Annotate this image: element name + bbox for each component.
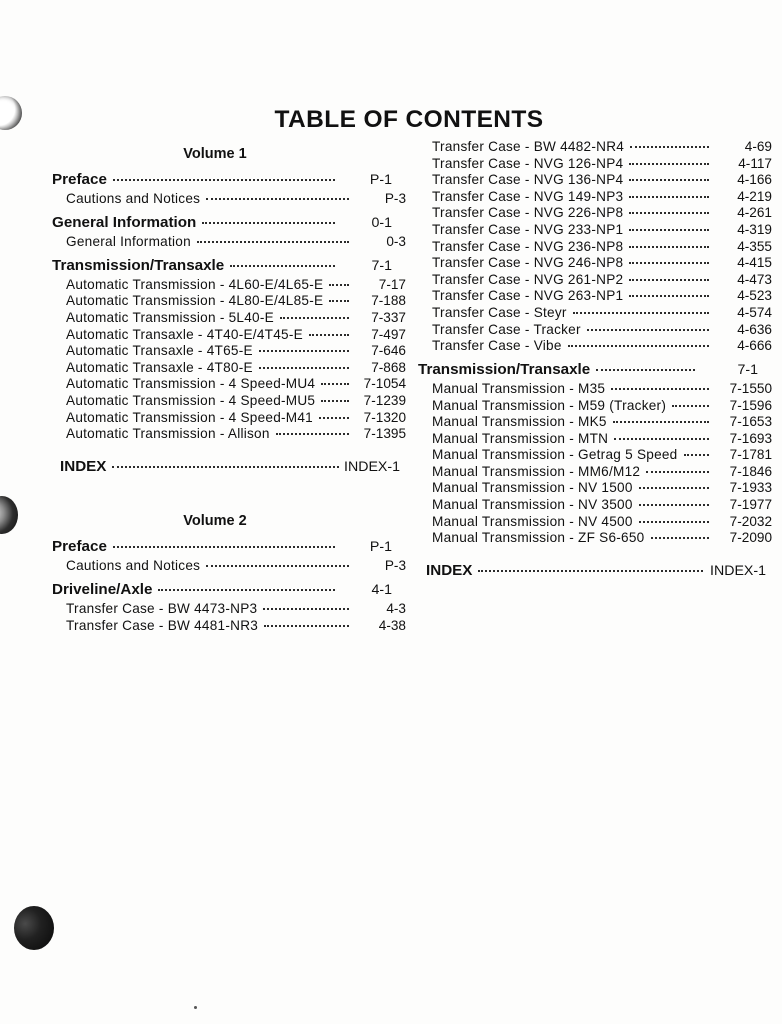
toc-entry-page-number: 4-415 [737,255,772,271]
toc-entry-page-number: P-1 [369,538,392,555]
toc-entry-page-number: 7-1320 [363,409,406,425]
dot-leader [646,471,709,473]
toc-entry-label: Transfer Case - NVG 226-NP8 [432,205,624,221]
toc-entry-row[interactable] [418,531,772,545]
dot-leader [573,312,709,314]
toc-entry-label: Transfer Case - NVG 136-NP4 [432,172,624,188]
dot-leader [263,608,349,610]
toc-entry-row[interactable] [52,377,406,391]
toc-entry-row[interactable] [418,190,772,204]
hole-punch-middle-icon [0,496,18,534]
toc-entry-row[interactable] [418,306,772,320]
toc-entry-row[interactable] [418,240,772,254]
toc-entry-page-number: 4-261 [737,205,772,221]
toc-entry-label: Automatic Transmission - Allison [66,426,270,442]
toc-entry-row[interactable] [52,215,392,230]
toc-entry-page-number: 7-2032 [729,513,772,529]
toc-entry-row[interactable] [52,619,406,633]
toc-entry-page-number: 7-1395 [363,426,406,442]
dot-leader [639,504,709,506]
dot-leader [202,222,335,224]
volume-2-block [52,512,406,633]
toc-entry-page-number: 7-1977 [729,497,772,513]
toc-entry-row[interactable] [52,294,406,308]
dot-leader [259,367,349,369]
toc-entry-page-number: 4-219 [737,188,772,204]
toc-entry-page-number: 0-1 [371,214,392,231]
toc-entry-page-number: 4-69 [744,139,772,154]
dot-leader [629,279,709,281]
toc-entry-page-number: 4-574 [737,304,772,320]
dot-leader [614,438,709,440]
toc-entry-label: Driveline/Axle [52,580,153,598]
dot-leader [587,329,709,331]
toc-entry-page-number: 7-2090 [729,530,772,546]
toc-entry-page-number: 4-3 [386,600,406,616]
toc-entry-row[interactable] [418,289,772,303]
toc-entry-label: Automatic Transaxle - 4T80-E [66,359,253,375]
toc-entry-label: Transfer Case - NVG 233-NP1 [432,221,624,237]
toc-entry-row[interactable] [418,415,772,429]
toc-entry-label: General Information [52,213,197,231]
toc-entry-row[interactable] [418,157,772,171]
index-label: INDEX [60,457,107,475]
toc-entry-page-number: 7-1781 [729,447,772,463]
dot-leader [639,487,709,489]
dot-leader [309,334,349,336]
toc-entry-label: Automatic Transmission - 4L80-E/4L85-E [66,293,324,309]
toc-entry-row[interactable] [418,399,772,413]
toc-entry-label: Transfer Case - BW 4473-NP3 [66,600,258,616]
toc-entry-row[interactable] [418,339,772,353]
toc-entry-label: Transfer Case - NVG 126-NP4 [432,155,624,171]
toc-entry-row[interactable] [418,465,772,479]
dot-leader [276,433,349,435]
toc-column-right [418,139,772,581]
index-label: INDEX [426,561,473,579]
dot-leader [321,383,349,385]
toc-entry-label: Automatic Transmission - 4 Speed-M41 [66,409,313,425]
toc-entry-page-number: 4-319 [737,221,772,237]
dot-leader [113,179,335,181]
toc-entry-label: Cautions and Notices [66,191,201,207]
dot-leader [230,265,335,267]
toc-entry-row[interactable] [418,448,772,462]
dot-leader [629,246,709,248]
toc-entry-label: Transmission/Transaxle [52,256,225,274]
toc-entry-page-number: 4-355 [737,238,772,254]
toc-entry-row[interactable] [52,411,406,425]
toc-entry-page-number: 4-523 [737,288,772,304]
toc-entry-row[interactable] [418,256,772,270]
toc-entry-label: Transmission/Transaxle [418,360,591,378]
toc-entry-page-number: 4-636 [737,321,772,337]
toc-entry-row[interactable] [52,328,406,342]
dot-leader [319,417,349,419]
toc-entry-row[interactable] [418,206,772,220]
toc-entry-label: Transfer Case - BW 4481-NR3 [66,617,259,633]
toc-entry-label: Transfer Case - BW 4482-NR4 [432,139,625,154]
toc-entry-row[interactable] [52,311,406,325]
toc-entry-page-number: 7-1846 [729,463,772,479]
dot-leader [613,421,709,423]
dot-leader [112,466,339,468]
toc-entry-row[interactable] [418,498,772,512]
toc-entry-label: Transfer Case - Vibe [432,338,562,354]
dot-leader [629,179,709,181]
volume-2-entries [52,537,406,633]
dot-leader [611,388,709,390]
toc-entry-label: Transfer Case - NVG 236-NP8 [432,238,624,254]
toc-entry-row[interactable] [418,173,772,187]
toc-entry-row[interactable] [418,273,772,287]
dot-leader [329,284,349,286]
toc-column-left [52,140,406,635]
dot-leader [197,241,349,243]
toc-entry-label: Preface [52,537,107,555]
toc-entry-page-number: 7-337 [371,309,406,325]
toc-entry-row[interactable] [418,432,772,446]
toc-entry-page-number: 4-666 [737,338,772,354]
toc-entry-row[interactable] [418,323,772,337]
dot-leader [651,537,710,539]
toc-entry-label: Transfer Case - NVG 263-NP1 [432,288,624,304]
dot-leader [568,345,709,347]
toc-entry-label: Manual Transmission - NV 1500 [432,480,633,496]
toc-entry-row[interactable] [52,559,406,573]
toc-entry-page-number: 7-1 [737,361,758,378]
toc-entry-row[interactable] [52,427,406,441]
toc-entry-page-number: 7-1239 [363,392,406,408]
toc-entry-row[interactable] [52,361,406,375]
toc-entry-row[interactable] [52,192,406,206]
toc-entry-row[interactable] [52,258,392,273]
toc-entry-page-number: 4-166 [737,172,772,188]
volume-1-heading: Volume 1 [183,146,247,162]
dot-leader [629,262,709,264]
toc-entry-row[interactable] [52,344,406,358]
toc-entry-row[interactable] [52,394,406,408]
toc-entry-row[interactable] [52,278,406,292]
volume-1-index-row[interactable] [52,459,400,474]
toc-entry-label: Manual Transmission - Getrag 5 Speed [432,447,678,463]
dot-leader [629,196,709,198]
dot-leader [321,400,349,402]
toc-entry-page-number: 4-117 [738,155,772,171]
toc-entry-page-number: 7-1054 [363,376,406,392]
toc-entry-label: Manual Transmission - NV 4500 [432,513,633,529]
toc-entry-page-number: 7-1653 [729,414,772,430]
toc-entry-row[interactable] [52,602,406,616]
page-title: TABLE OF CONTENTS [274,106,544,133]
dot-leader [280,317,349,319]
toc-entry-label: Manual Transmission - ZF S6-650 [432,530,645,546]
toc-entry-row[interactable] [52,539,392,554]
dot-leader [629,229,709,231]
toc-entry-page-number: 7-17 [378,276,406,292]
scan-speck [194,1006,197,1009]
toc-entry-page-number: 7-497 [371,326,406,342]
index-page-number: INDEX-1 [710,562,766,579]
toc-entry-page-number: 4-473 [737,271,772,287]
toc-entry-label: Manual Transmission - NV 3500 [432,497,633,513]
toc-entry-label: Transfer Case - Tracker [432,321,581,337]
toc-entry-label: Automatic Transaxle - 4T40-E/4T45-E [66,326,303,342]
volume-2-heading: Volume 2 [183,512,247,529]
dot-leader [629,212,709,214]
toc-entry-label: Manual Transmission - MK5 [432,414,607,430]
toc-entry-row[interactable] [418,223,772,237]
toc-entry-row[interactable] [52,582,392,597]
toc-entry-page-number: 4-1 [371,581,392,598]
volume-1-block [52,146,406,475]
toc-entry-label: Transfer Case - NVG 261-NP2 [432,271,624,287]
toc-entry-label: Transfer Case - NVG 149-NP3 [432,188,624,204]
toc-entry-label: Manual Transmission - M35 [432,380,606,396]
toc-entry-page-number: 7-868 [371,359,406,375]
toc-entry-row[interactable] [418,382,772,396]
toc-entry-label: Preface [52,171,107,188]
toc-entry-label: Automatic Transaxle - 4T65-E [66,343,253,359]
toc-entry-page-number: 7-1933 [729,480,772,496]
toc-entry-page-number: 7-188 [371,293,406,309]
toc-entry-label: Automatic Transmission - 4 Speed-MU4 [66,376,316,392]
toc-entry-row[interactable] [52,235,406,249]
toc-entry-page-number: P-3 [384,191,406,207]
volume-spacer [52,477,392,507]
dot-leader [629,295,709,297]
dot-leader [630,146,709,148]
dot-leader [113,546,335,548]
toc-entry-label: Manual Transmission - MTN [432,430,609,446]
toc-entry-label: Manual Transmission - M59 (Tracker) [432,397,667,413]
dot-leader [596,369,695,371]
dot-leader [629,163,709,165]
toc-entry-row[interactable] [418,362,758,377]
dot-leader [206,198,349,200]
dot-leader [158,589,335,591]
dot-leader [672,405,709,407]
volume-1-entries [52,171,406,442]
toc-entry-page-number: P-3 [384,558,406,574]
toc-entry-label: Transfer Case - NVG 246-NP8 [432,255,624,271]
toc-entry-label: Automatic Transmission - 5L40-E [66,309,274,325]
toc-entry-row[interactable] [418,481,772,495]
toc-entry-page-number: 4-38 [378,617,406,633]
toc-entry-label: Automatic Transmission - 4L60-E/4L65-E [66,276,324,292]
toc-entry-page-number: 7-1550 [729,380,772,396]
toc-entry-page-number: 0-3 [386,234,406,249]
dot-leader [684,454,710,456]
volume-2-index-row[interactable] [418,563,766,578]
toc-entry-label: General Information [66,234,191,249]
toc-entry-label: Automatic Transmission - 4 Speed-MU5 [66,392,316,408]
toc-entry-page-number: 7-1596 [729,397,772,413]
toc-entry-label: Cautions and Notices [66,558,201,574]
toc-entry-label: Transfer Case - Steyr [432,304,567,320]
toc-entry-page-number: 7-1 [371,257,392,274]
index-page-number: INDEX-1 [344,458,400,475]
toc-entry-row[interactable] [52,172,392,187]
dot-leader [264,625,349,627]
toc-entry-row[interactable] [418,515,772,529]
dot-leader [206,565,349,567]
toc-entry-label: Manual Transmission - MM6/M12 [432,463,641,479]
dot-leader [329,300,349,302]
dot-leader [259,350,349,352]
toc-entry-page-number: 7-1693 [729,430,772,446]
dot-leader [639,521,709,523]
toc-entry-page-number: 7-646 [371,343,406,359]
hole-punch-bottom-icon [14,906,54,950]
toc-entry-page-number: P-1 [369,172,392,188]
right-column-entries [418,139,772,546]
toc-entry-row[interactable] [418,140,772,154]
dot-leader [478,570,703,572]
